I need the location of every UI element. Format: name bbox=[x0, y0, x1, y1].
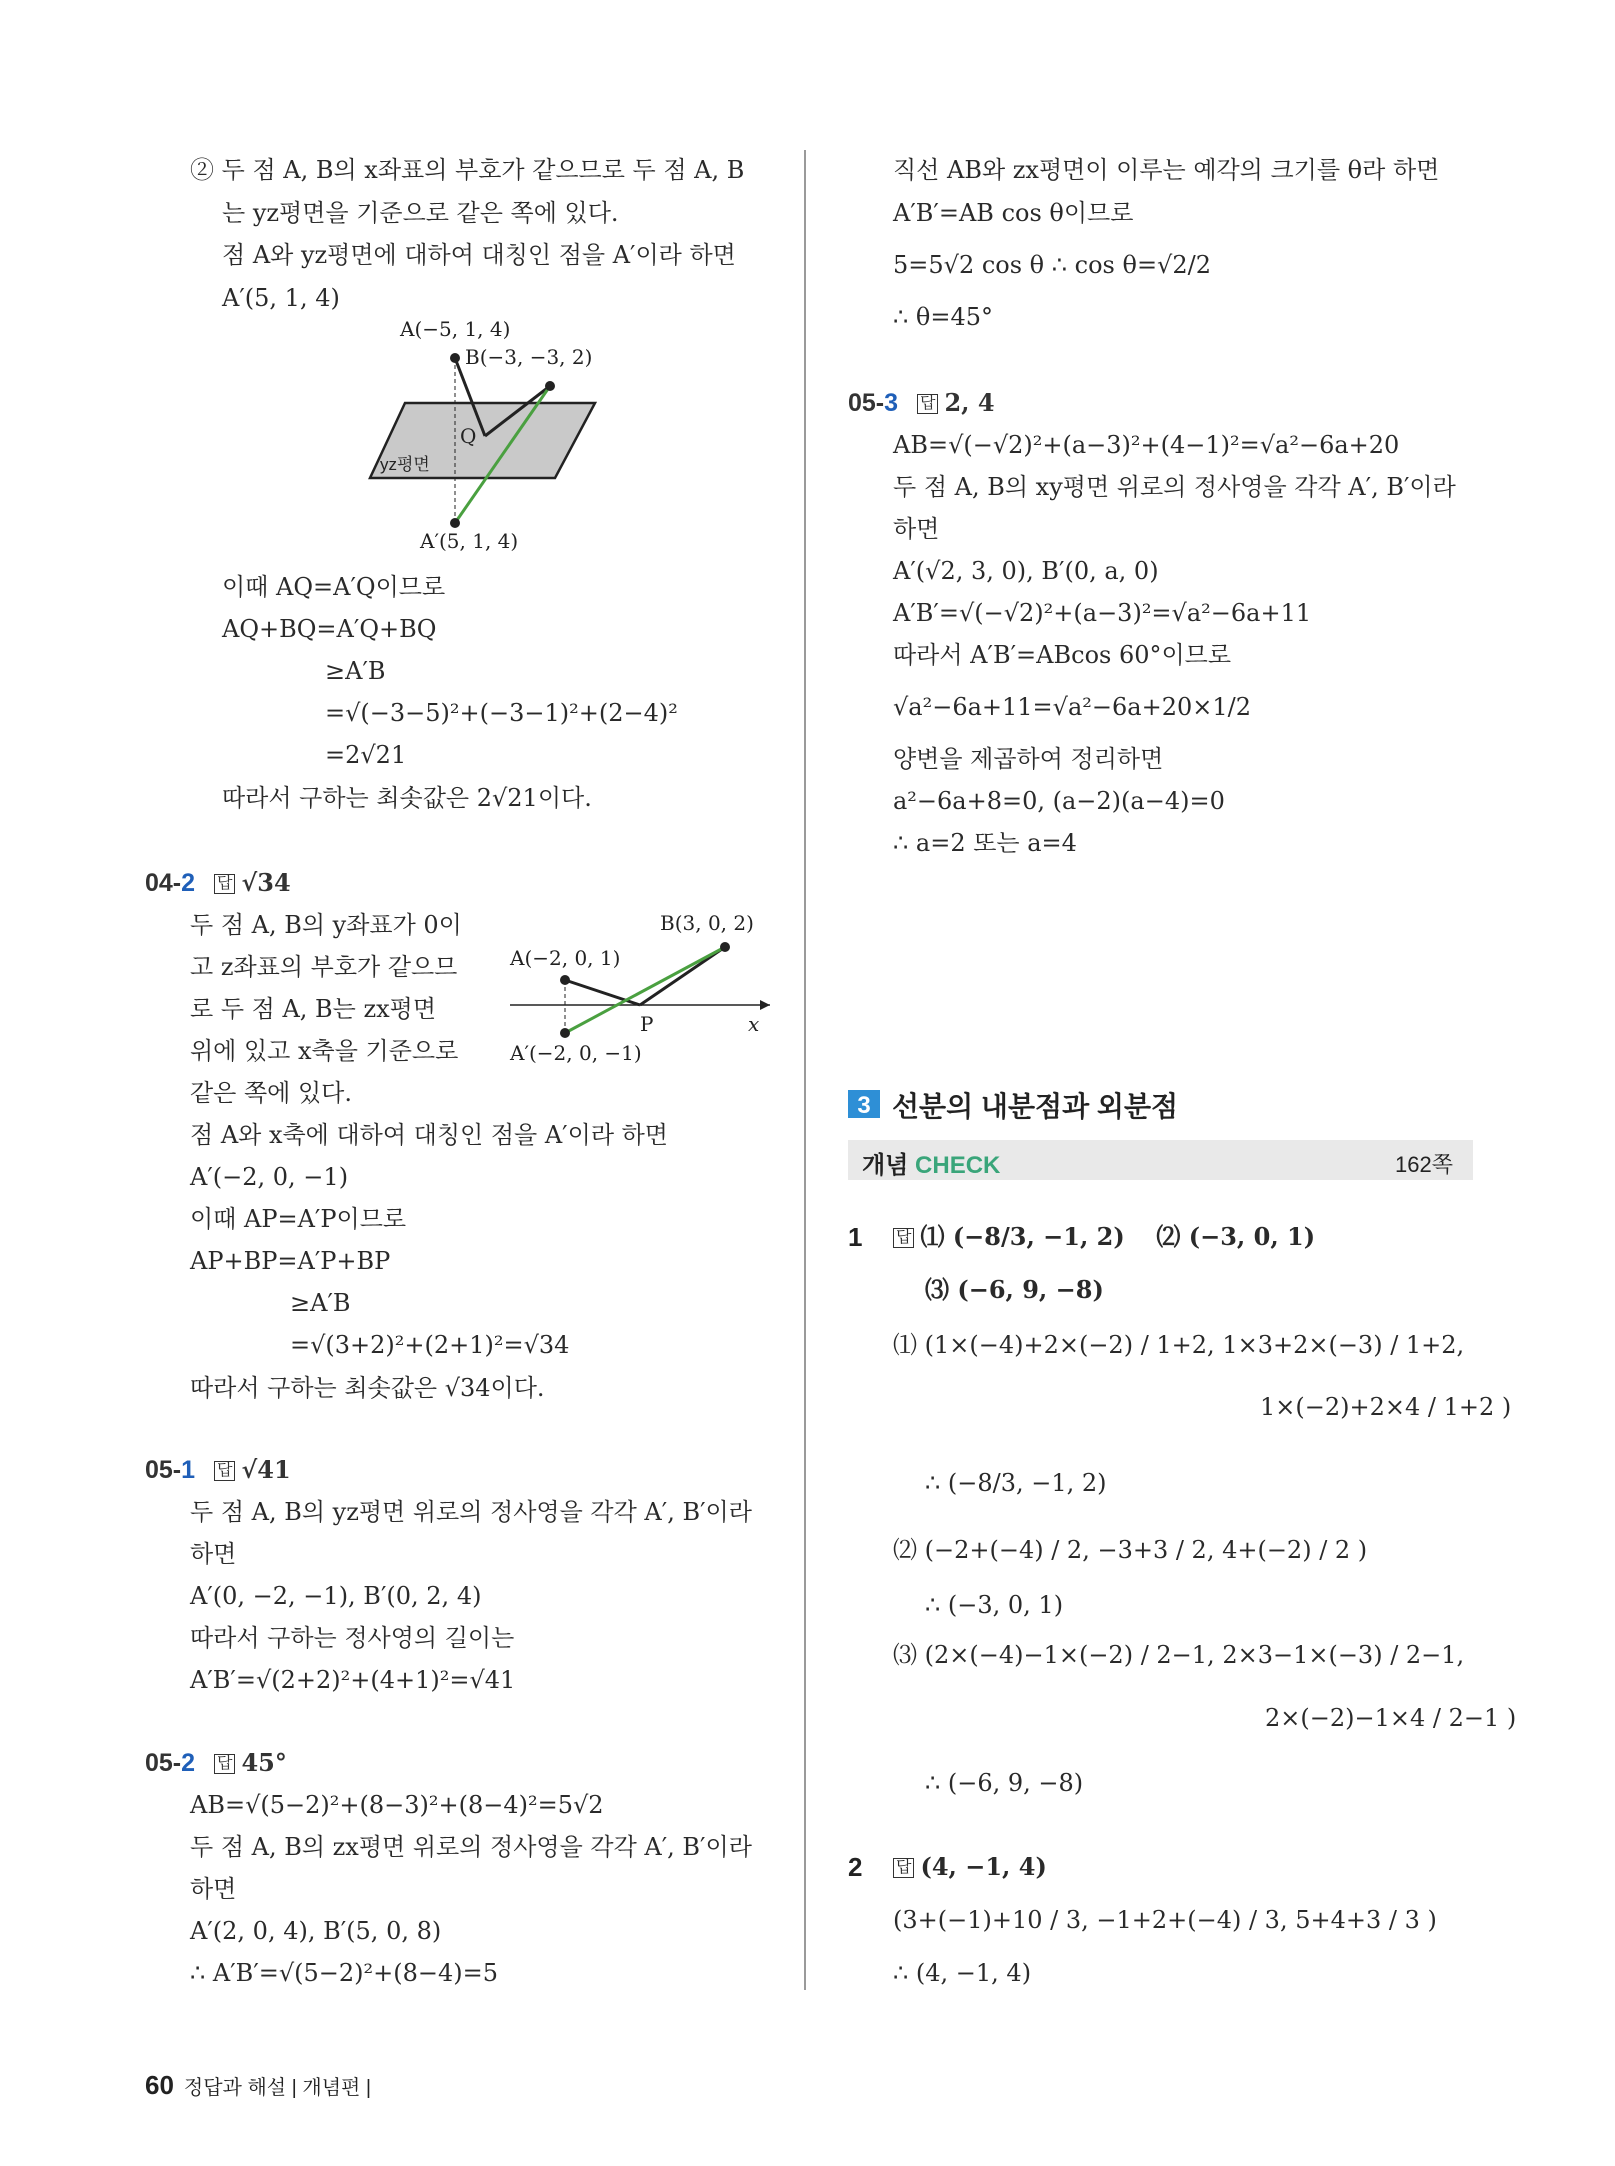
text-line: ≥A′B bbox=[325, 657, 386, 685]
text-line: 는 yz평면을 기준으로 같은 쪽에 있다. bbox=[222, 199, 619, 227]
text-line: 이때 AQ=A′Q이므로 bbox=[222, 573, 446, 601]
footer-text: 정답과 해설 | 개념편 | bbox=[183, 2077, 372, 2099]
text-line: 1×(−2)+2×4 / 1+2 ) bbox=[1260, 1393, 1512, 1421]
text-line: ∴ a=2 또는 a=4 bbox=[893, 829, 1077, 857]
text-line: A′(5, 1, 4) bbox=[222, 284, 340, 312]
answer-icon: 답 bbox=[917, 394, 938, 414]
text-line: 따라서 구하는 정사영의 길이는 bbox=[190, 1624, 515, 1652]
column-divider bbox=[804, 150, 806, 1990]
problem-header-05-3: 05-3 답 2, 4 bbox=[848, 388, 995, 417]
text-line: 양변을 제곱하여 정리하면 bbox=[893, 745, 1164, 773]
label-a: A(−2, 0, 1) bbox=[510, 946, 621, 970]
label-a: A(−5, 1, 4) bbox=[400, 318, 511, 341]
point-a-prime bbox=[450, 518, 460, 528]
answer-icon: 답 bbox=[214, 1461, 235, 1481]
text-line: ∴ (−6, 9, −8) bbox=[925, 1769, 1084, 1797]
text-line: AB=√(−√2)²+(a−3)²+(4−1)²=√a²−6a+20 bbox=[893, 431, 1400, 459]
text-line: 하면 bbox=[893, 515, 940, 543]
label-a-prime: A′(5, 1, 4) bbox=[420, 529, 519, 553]
text-line: A′(0, −2, −1), B′(0, 2, 4) bbox=[190, 1582, 482, 1610]
point-b bbox=[720, 942, 730, 952]
check-page-ref: 162쪽 bbox=[1395, 1152, 1453, 1177]
page-number: 60 bbox=[145, 2070, 174, 2100]
label-b: B(−3, −3, 2) bbox=[465, 345, 593, 369]
text-line: ≥A′B bbox=[290, 1289, 351, 1317]
problem-number: 1 bbox=[848, 1222, 863, 1252]
text-line: a²−6a+8=0, (a−2)(a−4)=0 bbox=[893, 787, 1225, 815]
point-a-prime bbox=[560, 1028, 570, 1038]
text-line: 직선 AB와 zx평면이 이루는 예각의 크기를 θ라 하면 bbox=[893, 156, 1440, 184]
figure-x-axis bbox=[505, 905, 780, 1075]
problem-header-05-1: 05-1 답 √41 bbox=[145, 1455, 291, 1484]
problem-number: 2 bbox=[848, 1852, 863, 1882]
text-line: 두 점 A, B의 zx평면 위로의 정사영을 각각 A′, B′이라 bbox=[190, 1833, 752, 1861]
text-line: ∴ (4, −1, 4) bbox=[893, 1959, 1032, 1987]
text-line: 5=5√2 cos θ ∴ cos θ=√2/2 bbox=[893, 251, 1211, 279]
text-line: 따라서 구하는 최솟값은 2√21이다. bbox=[222, 784, 592, 812]
point-a bbox=[450, 353, 460, 363]
text-line: =2√21 bbox=[325, 741, 407, 769]
label-b: B(3, 0, 2) bbox=[660, 911, 754, 935]
text-line: 두 점 A, B의 xy평면 위로의 정사영을 각각 A′, B′이라 bbox=[893, 473, 1456, 501]
text-line: 따라서 A′B′=ABcos 60°이므로 bbox=[893, 641, 1232, 669]
label-q: Q bbox=[460, 424, 477, 448]
text-line: 두 점 A, B의 y좌표가 0이 bbox=[190, 911, 462, 939]
text-line: A′B′=AB cos θ이므로 bbox=[893, 199, 1134, 227]
text-line: =√(−3−5)²+(−3−1)²+(2−4)² bbox=[325, 699, 678, 727]
page-footer bbox=[145, 2070, 371, 2101]
text-line: A′B′=√(−√2)²+(a−3)²=√a²−6a+11 bbox=[893, 599, 1312, 627]
answer-icon: 답 bbox=[214, 874, 235, 894]
point-a bbox=[560, 975, 570, 985]
label-a-prime: A′(−2, 0, −1) bbox=[510, 1041, 642, 1065]
label-x: x bbox=[748, 1012, 760, 1036]
text-line: 점 A와 yz평면에 대하여 대칭인 점을 A′이라 하면 bbox=[222, 241, 736, 269]
problem-header-04-2: 04-2 답 √34 bbox=[145, 868, 291, 897]
text-line: ∴ (−8/3, −1, 2) bbox=[925, 1469, 1107, 1497]
answer-line: 답 (4, −1, 4) bbox=[893, 1852, 1047, 1882]
text-line: A′(√2, 3, 0), B′(0, a, 0) bbox=[893, 557, 1159, 585]
label-plane: yz평면 bbox=[380, 455, 430, 474]
text-line: ② 두 점 A, B의 x좌표의 부호가 같으므로 두 점 A, B bbox=[190, 156, 745, 184]
text-line: 위에 있고 x축을 기준으로 bbox=[190, 1037, 459, 1065]
text-line: 점 A와 x축에 대하여 대칭인 점을 A′이라 하면 bbox=[190, 1121, 668, 1149]
check-title: 개념 CHECK bbox=[862, 1152, 1001, 1179]
text-line: ∴ θ=45° bbox=[893, 303, 993, 331]
text-line: AP+BP=A′P+BP bbox=[190, 1247, 391, 1275]
text-line: 따라서 구하는 최솟값은 √34이다. bbox=[190, 1374, 545, 1402]
text-line: 하면 bbox=[190, 1540, 237, 1568]
answer-line: 답 ⑴ (−8/3, −1, 2) ⑵ (−3, 0, 1) bbox=[893, 1222, 1315, 1252]
text-line: 두 점 A, B의 yz평면 위로의 정사영을 각각 A′, B′이라 bbox=[190, 1498, 752, 1526]
text-line: (3+(−1)+10 / 3, −1+2+(−4) / 3, 5+4+3 / 3 ) bbox=[893, 1906, 1437, 1934]
answer-icon: 답 bbox=[893, 1858, 914, 1878]
text-line: AQ+BQ=A′Q+BQ bbox=[222, 615, 437, 643]
text-line: ∴ A′B′=√(5−2)²+(8−4)=5 bbox=[190, 1959, 499, 1987]
section-number-icon bbox=[848, 1090, 880, 1118]
answer-icon: 답 bbox=[893, 1228, 914, 1248]
text-line: 하면 bbox=[190, 1875, 237, 1903]
label-p: P bbox=[640, 1012, 654, 1036]
text-line: ⑴ (1×(−4)+2×(−2) / 1+2, 1×3+2×(−3) / 1+2, bbox=[893, 1331, 1465, 1359]
text-line: ⑶ (2×(−4)−1×(−2) / 2−1, 2×3−1×(−3) / 2−1, bbox=[893, 1641, 1465, 1669]
svg-text:3: 3 bbox=[857, 1092, 871, 1118]
text-line: 2×(−2)−1×4 / 2−1 ) bbox=[1265, 1704, 1517, 1732]
text-line: A′B′=√(2+2)²+(4+1)²=√41 bbox=[190, 1666, 516, 1694]
answer-line: ⑶ (−6, 9, −8) bbox=[925, 1275, 1104, 1304]
problem-header-05-2: 05-2 답 45° bbox=[145, 1748, 287, 1777]
text-line: 이때 AP=A′P이므로 bbox=[190, 1205, 407, 1233]
text-line: ⑵ (−2+(−4) / 2, −3+3 / 2, 4+(−2) / 2 ) bbox=[893, 1536, 1368, 1564]
point-b bbox=[545, 381, 555, 391]
text-line: A′(2, 0, 4), B′(5, 0, 8) bbox=[190, 1917, 442, 1945]
text-line: =√(3+2)²+(2+1)²=√34 bbox=[290, 1331, 570, 1359]
text-line: 로 두 점 A, B는 zx평면 bbox=[190, 995, 437, 1023]
text-line: 고 z좌표의 부호가 같으므 bbox=[190, 953, 458, 981]
text-line: √a²−6a+11=√a²−6a+20×1/2 bbox=[893, 693, 1251, 721]
text-line: A′(−2, 0, −1) bbox=[190, 1163, 349, 1191]
answer-icon: 답 bbox=[214, 1754, 235, 1774]
text-line: ∴ (−3, 0, 1) bbox=[925, 1591, 1064, 1619]
figure-yz-plane bbox=[360, 318, 650, 558]
section-title: 선분의 내분점과 외분점 bbox=[892, 1091, 1179, 1122]
text-line: 같은 쪽에 있다. bbox=[190, 1079, 352, 1107]
text-line: AB=√(5−2)²+(8−3)²+(8−4)²=5√2 bbox=[190, 1791, 604, 1819]
